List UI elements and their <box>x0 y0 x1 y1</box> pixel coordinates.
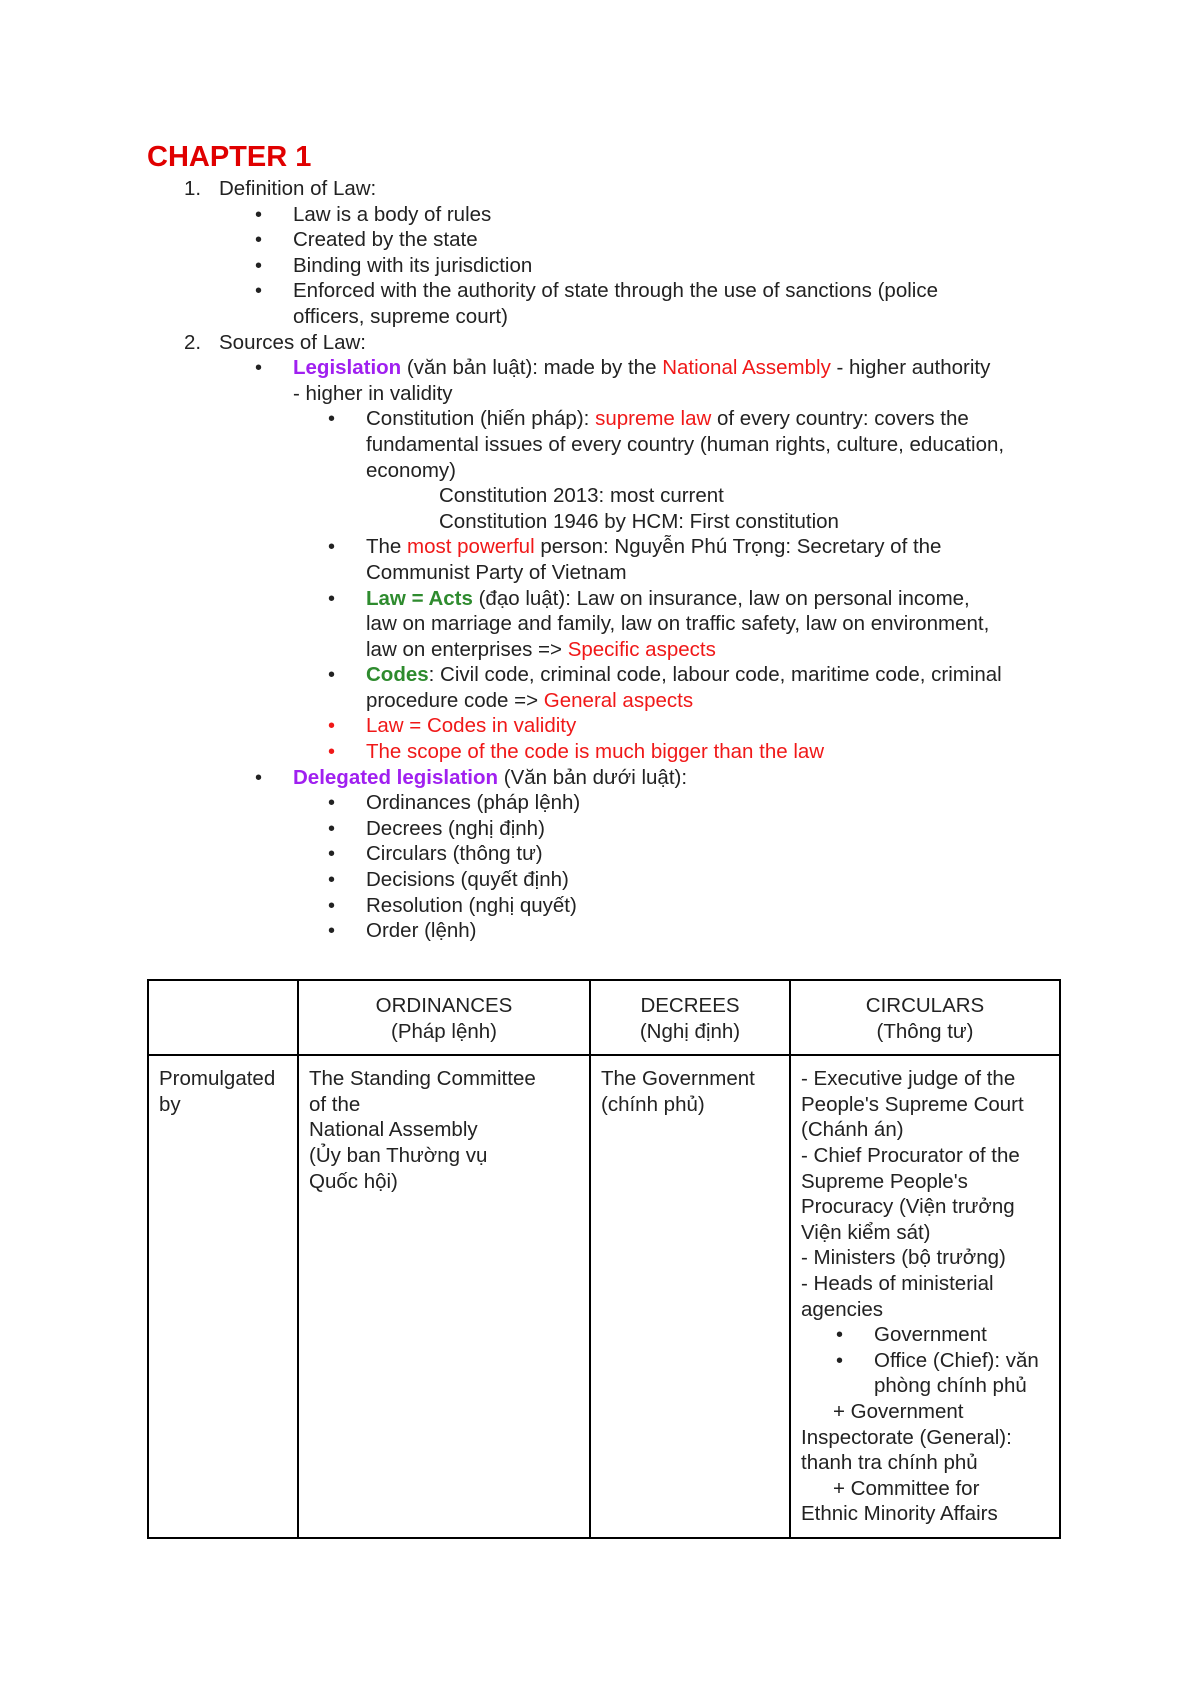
list-item-continuation: economy) <box>366 458 457 482</box>
text: person: Nguyễn Phú Trọng: Secretary of the <box>534 535 942 559</box>
list-item <box>147 893 1067 919</box>
list-item-red <box>147 739 1067 765</box>
highlight: Specific aspects <box>567 637 716 661</box>
bullet-icon <box>255 253 285 280</box>
list-item-acts <box>147 586 1067 612</box>
bullet-text: Binding with its jurisdiction <box>293 253 533 277</box>
text: : Civil code, criminal code, labour code, maritime code, criminal <box>428 663 1002 687</box>
cell-line: Supreme People's <box>801 1169 968 1193</box>
list-item <box>147 918 1067 944</box>
cell-line: - Executive judge of the <box>801 1067 1016 1091</box>
list-item <box>147 202 1067 228</box>
list-item-continuation: Communist Party of Vietnam <box>366 560 627 584</box>
bullet-text: Decrees (nghị định) <box>366 816 545 840</box>
constitution-1946: Constitution 1946 by HCM: First constitution <box>439 509 839 533</box>
header-empty <box>148 980 298 1055</box>
cell-line: The Standing Committee <box>309 1067 536 1091</box>
comparison-table <box>147 979 1061 1539</box>
row-label: Promulgated <box>159 1067 276 1091</box>
bullet-text: Order (lệnh) <box>366 919 477 943</box>
cell-line: Inspectorate (General): <box>801 1425 1012 1449</box>
text: - higher authority <box>830 356 991 380</box>
row-label-cell <box>148 1055 298 1538</box>
bullet-text: Created by the state <box>293 228 478 252</box>
highlight: supreme law <box>595 407 712 431</box>
text: Constitution (hiến pháp): <box>366 407 596 431</box>
bullet-icon <box>255 202 285 229</box>
cell-line: People's Supreme Court <box>801 1092 1024 1116</box>
bullet-icon <box>328 918 358 945</box>
highlight: most powerful <box>407 535 535 559</box>
bullet-icon <box>328 841 358 868</box>
bullet-icon <box>328 739 358 766</box>
document-body <box>147 140 1067 944</box>
ordinances-cell <box>298 1055 590 1538</box>
cell-line: - Heads of ministerial <box>801 1271 994 1295</box>
bullet-text: Decisions (quyết định) <box>366 868 569 892</box>
bullet-icon <box>328 867 358 894</box>
row-label: by <box>159 1092 181 1116</box>
bullet-icon <box>328 790 358 817</box>
cell-line: (Ủy ban Thường vụ <box>309 1143 488 1167</box>
bullet-icon <box>328 406 358 433</box>
list-item-continuation <box>147 637 1067 663</box>
header-title: DECREES <box>640 994 740 1017</box>
bullet-icon <box>255 765 285 792</box>
header-title: CIRCULARS <box>865 994 985 1017</box>
bullet-text: Enforced with the authority of state through the use of sanctions (police <box>293 279 938 303</box>
text: of every country: covers the <box>711 407 969 431</box>
term-acts: Law = Acts <box>366 586 473 610</box>
cell-line: Office (Chief): văn <box>874 1348 1039 1372</box>
list-item-red <box>147 713 1067 739</box>
cell-line: The Government <box>601 1067 755 1091</box>
cell-bullet <box>801 1348 1049 1374</box>
cell-line: - Chief Procurator of the <box>801 1143 1020 1167</box>
text: (Văn bản dưới luật): <box>498 765 688 789</box>
chapter-heading: CHAPTER 1 <box>147 141 312 173</box>
header-subtitle: (Thông tư) <box>876 1019 974 1043</box>
list-item-constitution <box>147 406 1067 432</box>
bullet-icon <box>328 893 358 920</box>
table-row <box>148 1055 1060 1538</box>
list-item <box>147 278 1067 304</box>
bullet-icon <box>328 586 358 613</box>
bullet-text: Law = Codes in validity <box>366 714 577 738</box>
constitution-2013: Constitution 2013: most current <box>439 484 724 508</box>
cell-line: Procuracy (Viện trưởng <box>801 1195 1015 1219</box>
header-circulars <box>790 980 1060 1055</box>
bullet-text: Resolution (nghị quyết) <box>366 893 577 917</box>
cell-line: Viện kiểm sát) <box>801 1220 931 1244</box>
list-item <box>147 841 1067 867</box>
list-item-legislation <box>147 355 1067 381</box>
bullet-icon <box>328 713 358 740</box>
cell-line: Government <box>874 1323 987 1347</box>
bullet-icon <box>255 278 285 305</box>
decrees-cell <box>590 1055 790 1538</box>
cell-line: National Assembly <box>309 1118 478 1142</box>
bullet-text: Ordinances (pháp lệnh) <box>366 791 581 815</box>
section-sources <box>147 330 1067 356</box>
bullet-icon <box>328 816 358 843</box>
section-number: 1. <box>184 177 202 200</box>
list-item <box>147 867 1067 893</box>
header-subtitle: (Pháp lệnh) <box>391 1019 497 1043</box>
section-title: Sources of Law: <box>219 330 366 354</box>
cell-line: Ethnic Minority Affairs <box>801 1502 998 1526</box>
list-item <box>147 253 1067 279</box>
term-delegated: Delegated legislation <box>293 765 499 789</box>
header-subtitle: (Nghị định) <box>639 1019 741 1043</box>
bullet-text: Law is a body of rules <box>293 202 492 226</box>
list-item-continuation <box>147 688 1067 714</box>
cell-line: (chính phủ) <box>601 1092 705 1116</box>
bullet-icon <box>836 1322 843 1349</box>
cell-line: (Chánh án) <box>801 1118 904 1142</box>
section-number: 2. <box>184 330 202 354</box>
list-item-continuation: fundamental issues of every country (human rights, culture, education, <box>366 432 1005 456</box>
bullet-icon <box>328 662 358 689</box>
bullet-text: Circulars (thông tư) <box>366 842 543 866</box>
cell-line: of the <box>309 1092 361 1116</box>
header-title: ORDINANCES <box>375 994 513 1017</box>
highlight: National Assembly <box>662 356 831 380</box>
text: The <box>366 535 408 559</box>
list-item <box>147 790 1067 816</box>
cell-line: Quốc hội) <box>309 1169 398 1193</box>
text: procedure code => <box>366 688 544 712</box>
cell-line: agencies <box>801 1297 884 1321</box>
cell-bullet-continuation: phòng chính phủ <box>874 1374 1027 1398</box>
section-definition <box>147 176 1067 202</box>
bullet-icon <box>328 534 358 561</box>
section-title: Definition of Law: <box>219 177 377 200</box>
list-item <box>147 227 1067 253</box>
list-item-continuation: officers, supreme court) <box>293 304 508 328</box>
table-header-row <box>148 980 1060 1055</box>
list-item-delegated <box>147 765 1067 791</box>
text: (đạo luật): Law on insurance, law on personal income, <box>472 586 970 610</box>
cell-line: - Ministers (bộ trưởng) <box>801 1246 1006 1270</box>
list-item-continuation: - higher in validity <box>293 381 453 405</box>
list-item-powerful <box>147 534 1067 560</box>
header-decrees <box>590 980 790 1055</box>
term-legislation: Legislation <box>293 356 402 380</box>
circulars-cell <box>790 1055 1060 1538</box>
cell-line: + Committee for <box>833 1476 980 1500</box>
highlight: General aspects <box>543 688 694 712</box>
text: (văn bản luật): made by the <box>401 356 663 380</box>
bullet-icon <box>836 1348 843 1375</box>
bullet-icon <box>255 355 285 382</box>
list-item <box>147 816 1067 842</box>
bullet-text: The scope of the code is much bigger than the law <box>366 740 825 764</box>
cell-line: thanh tra chính phủ <box>801 1451 978 1475</box>
cell-bullet <box>801 1322 1049 1348</box>
term-codes: Codes <box>366 663 429 687</box>
cell-line: + Government <box>833 1399 964 1423</box>
text: law on enterprises => <box>366 637 568 661</box>
bullet-icon <box>255 227 285 254</box>
header-ordinances <box>298 980 590 1055</box>
list-item-continuation: law on marriage and family, law on traffic safety, law on environment, <box>366 612 990 636</box>
list-item-codes <box>147 662 1067 688</box>
